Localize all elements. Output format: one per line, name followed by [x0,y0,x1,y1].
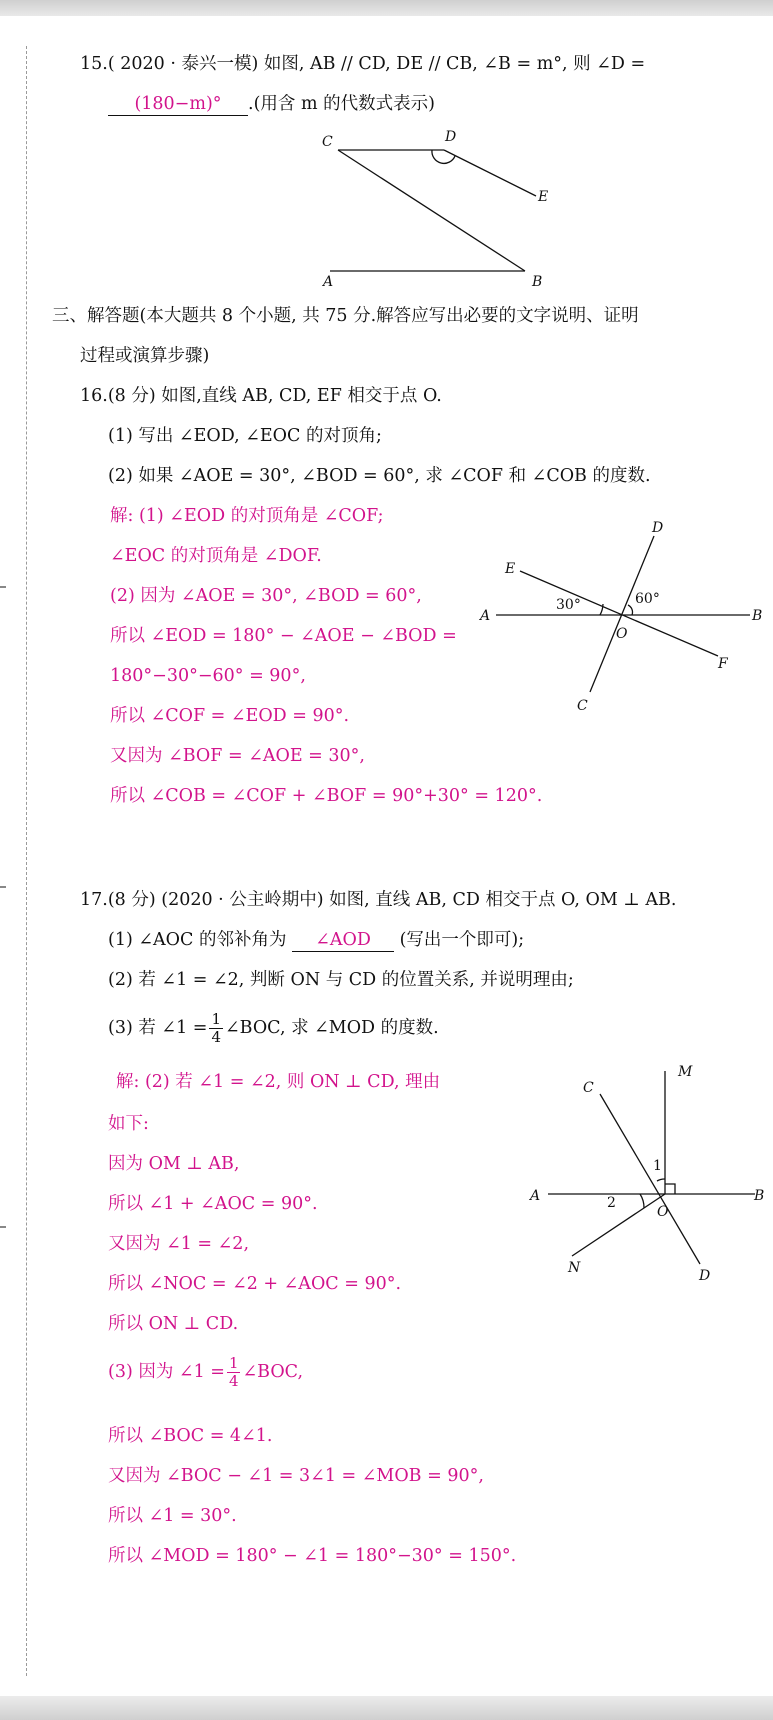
right-angle-mark [665,1184,675,1194]
q17-solution-line: 所以 ∠NOC = ∠2 + ∠AOC = 90°. [108,1274,402,1294]
q17-solution-line: 所以 ∠1 + ∠AOC = 90°. [108,1194,318,1214]
q17-solution-line: 所以 ∠BOC = 4∠1. [108,1426,273,1446]
line-on [572,1194,665,1256]
q16-solution-line: 所以 ∠COF = ∠EOD = 90°. [110,706,350,726]
label-o: O [657,1204,669,1220]
q17-solution3-text-end: ∠BOC, [242,1362,304,1382]
q17-part2: (2) 若 ∠1 = ∠2, 判断 ON 与 CD 的位置关系, 并说明理由; [108,970,574,990]
q17-solution-line: 又因为 ∠1 = ∠2, [108,1234,250,1254]
q17-part3-text-end: ∠BOC, 求 ∠MOD 的度数. [224,1018,439,1038]
label-d: D [445,129,457,145]
q17-part3-text: (3) 若 ∠1 = [108,1018,208,1038]
q17-part1-text: (1) ∠AOC 的邻补角为 [108,930,287,950]
fraction-one-quarter: $\frac{1}{4}$ [211,1010,221,1046]
page-top-edge [0,0,773,16]
q16-solution-line: 所以 ∠COB = ∠COF + ∠BOF = 90°+30° = 120°. [110,786,543,806]
q15-stem: 15.( 2020 · 泰兴一模) 如图, AB // CD, DE // CB, ∠B = m°, 则 ∠D = [80,54,646,74]
q16-part1: (1) 写出 ∠EOD, ∠EOC 的对顶角; [108,426,382,446]
label-a: A [323,274,334,290]
label-n: N [568,1260,581,1276]
textbook-page [0,16,773,1696]
q17-solution3-text: (3) 因为 ∠1 = [108,1362,225,1382]
q17-solution-line: 所以 ON ⊥ CD. [108,1314,239,1334]
q16-part2: (2) 如果 ∠AOE = 30°, ∠BOD = 60°, 求 ∠COF 和 ∠COB 的度数. [108,466,651,486]
angle-1-arc [657,1179,665,1181]
label-c: C [583,1080,594,1096]
line-cd [600,1094,700,1264]
section3-heading: 三、解答题(本大题共 8 个小题, 共 75 分.解答应写出必要的文字说明、证明 [52,306,639,326]
angle-30-label: 30° [556,597,581,613]
fraction-one-quarter: $\frac{1}{4}$ [228,1354,239,1390]
label-d: D [652,520,664,536]
label-o: O [616,626,628,642]
q17-solution-line: 又因为 ∠BOC − ∠1 = 3∠1 = ∠MOB = 90°, [108,1466,484,1486]
label-e: E [505,561,516,577]
label-m: M [678,1064,693,1080]
q17-part1-note: (写出一个即可); [399,930,525,950]
q16-solution-line: ∠EOC 的对顶角是 ∠DOF. [110,546,322,566]
label-c: C [577,698,588,714]
q15-instruction: .(用含 m 的代数式表示) [248,94,435,114]
section3-heading-cont: 过程或演算步骤) [80,346,210,366]
label-b: B [752,608,763,624]
q17-solution-line: 如下: [108,1114,149,1134]
label-b: B [532,274,543,290]
label-b: B [754,1188,765,1204]
label-a: A [480,608,491,624]
q17-solution-line: 解: (2) 若 ∠1 = ∠2, 则 ON ⊥ CD, 理由 [116,1072,441,1092]
q17-stem: 17.(8 分) (2020 · 公主岭期中) 如图, 直线 AB, CD 相交于点 O, OM ⊥ AB. [80,890,677,910]
q17-solution-line: 所以 ∠MOD = 180° − ∠1 = 180°−30° = 150°. [108,1546,517,1566]
q16-solution-line: 又因为 ∠BOF = ∠AOE = 30°, [110,746,365,766]
q16-stem: 16.(8 分) 如图,直线 AB, CD, EF 相交于点 O. [80,386,442,406]
angle-1-label: 1 [653,1158,662,1174]
q17-part1-answer-blank: ∠AOD [292,929,394,952]
q17-intersecting-lines-figure [0,16,773,1696]
label-a: A [530,1188,541,1204]
q17-solution-line: 所以 ∠1 = 30°. [108,1506,237,1526]
page-bottom-edge [0,1696,773,1720]
q15-answer-blank: (180−m)° [108,93,248,116]
angle-2-arc [640,1194,644,1208]
angle-60-label: 60° [635,591,660,607]
label-e: E [538,189,549,205]
label-c: C [322,134,333,150]
q16-solution-line: 180°−30°−60° = 90°, [110,666,306,686]
q17-solution-line: 因为 OM ⊥ AB, [108,1154,240,1174]
q16-solution-line: 所以 ∠EOD = 180° − ∠AOE − ∠BOD = [110,626,457,646]
q16-solution-line: (2) 因为 ∠AOE = 30°, ∠BOD = 60°, [110,586,422,606]
label-d: D [699,1268,711,1284]
label-f: F [718,656,728,672]
q16-solution-line: 解: (1) ∠EOD 的对顶角是 ∠COF; [110,506,384,526]
angle-2-label: 2 [607,1195,616,1211]
